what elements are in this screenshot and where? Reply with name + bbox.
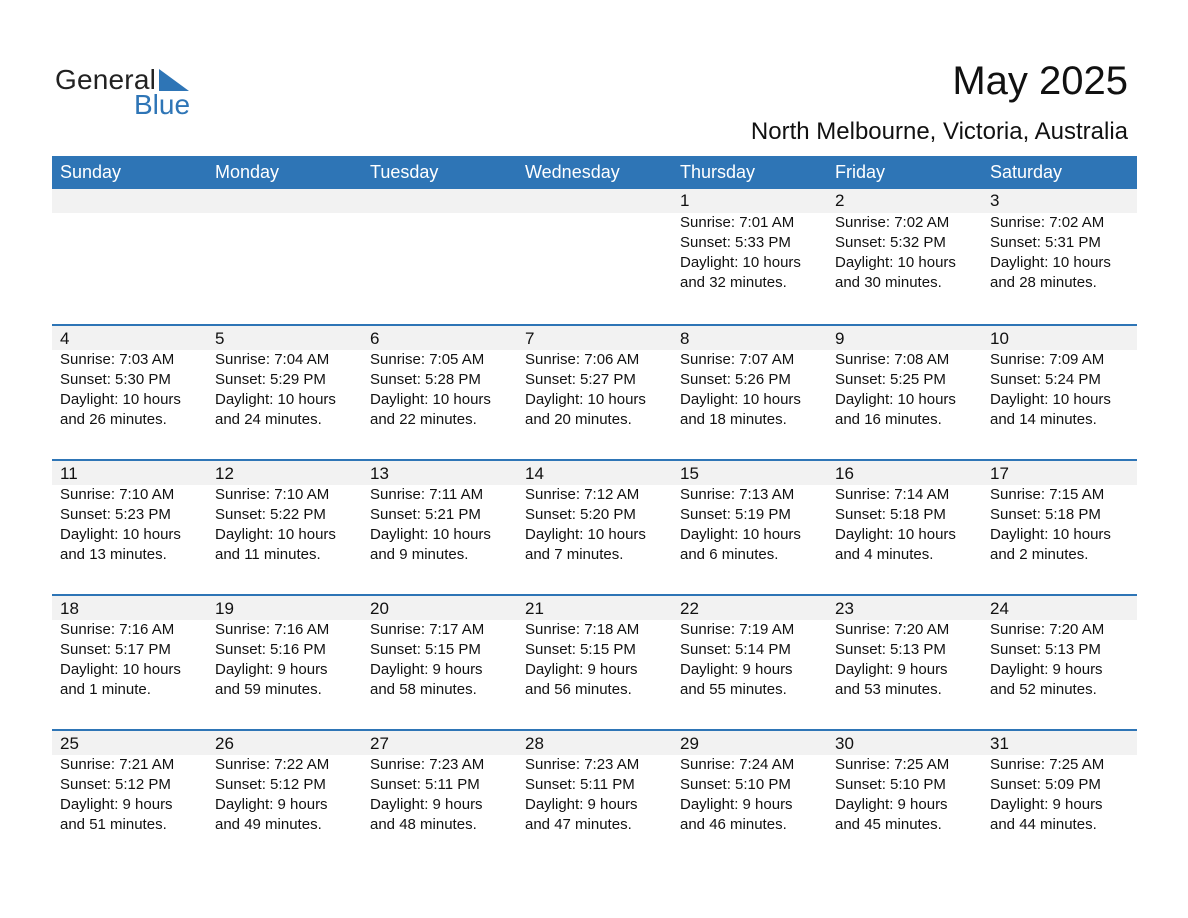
day-number: 22	[680, 599, 699, 618]
daylight-text: Daylight: 10 hours	[990, 254, 1111, 271]
daylight-minutes-text: and 53 minutes.	[835, 681, 942, 698]
sunrise-text: Sunrise: 7:07 AM	[680, 351, 795, 368]
sunrise-text: Sunrise: 7:20 AM	[990, 621, 1105, 638]
sunrise-text: Sunrise: 7:25 AM	[990, 756, 1105, 773]
daylight-text: Daylight: 10 hours	[525, 391, 646, 408]
daylight-minutes-text: and 47 minutes.	[525, 816, 632, 833]
daylight-text: Daylight: 10 hours	[835, 254, 956, 271]
daylight-minutes-text: and 51 minutes.	[60, 816, 167, 833]
weekday-header: Friday	[835, 162, 886, 182]
sunset-text: Sunset: 5:18 PM	[835, 506, 946, 523]
sunrise-text: Sunrise: 7:11 AM	[370, 486, 484, 503]
daylight-text: Daylight: 9 hours	[680, 661, 793, 678]
sunset-text: Sunset: 5:17 PM	[60, 641, 171, 658]
weekday-header: Saturday	[990, 162, 1063, 182]
day-number: 1	[680, 191, 690, 210]
sunset-text: Sunset: 5:11 PM	[525, 776, 635, 793]
sunrise-text: Sunrise: 7:04 AM	[215, 351, 330, 368]
sunset-text: Sunset: 5:32 PM	[835, 234, 946, 251]
weekday-header: Sunday	[60, 162, 122, 182]
sunrise-text: Sunrise: 7:16 AM	[60, 621, 175, 638]
day-cell	[52, 461, 207, 565]
day-number: 6	[370, 329, 380, 348]
day-number: 26	[215, 734, 234, 753]
daylight-text: Daylight: 9 hours	[835, 796, 948, 813]
sunset-text: Sunset: 5:12 PM	[215, 776, 326, 793]
daylight-minutes-text: and 49 minutes.	[215, 816, 322, 833]
day-number: 12	[215, 464, 234, 483]
daylight-minutes-text: and 7 minutes.	[525, 546, 624, 563]
sunrise-text: Sunrise: 7:18 AM	[525, 621, 640, 638]
daylight-minutes-text: and 52 minutes.	[990, 681, 1097, 698]
empty-day-cell	[517, 189, 672, 293]
daylight-minutes-text: and 20 minutes.	[525, 411, 632, 428]
day-cell	[517, 731, 672, 835]
daylight-text: Daylight: 10 hours	[680, 526, 801, 543]
daylight-text: Daylight: 9 hours	[525, 796, 638, 813]
weekday-header: Tuesday	[370, 162, 439, 182]
sunset-text: Sunset: 5:13 PM	[835, 641, 946, 658]
sunset-text: Sunset: 5:29 PM	[215, 371, 326, 388]
page-title: May 2025	[952, 59, 1128, 103]
week-days	[52, 189, 1137, 293]
empty-day-cell	[362, 189, 517, 293]
day-cell	[827, 731, 982, 835]
sunset-text: Sunset: 5:10 PM	[680, 776, 791, 793]
day-number: 9	[835, 329, 845, 348]
daylight-minutes-text: and 26 minutes.	[60, 411, 167, 428]
sunrise-text: Sunrise: 7:10 AM	[215, 486, 330, 503]
daylight-text: Daylight: 10 hours	[990, 526, 1111, 543]
day-number: 13	[370, 464, 389, 483]
daylight-minutes-text: and 11 minutes.	[215, 546, 321, 563]
day-cell	[52, 731, 207, 835]
daylight-text: Daylight: 9 hours	[370, 796, 483, 813]
daylight-text: Daylight: 9 hours	[990, 796, 1103, 813]
day-number: 2	[835, 191, 845, 210]
daylight-minutes-text: and 55 minutes.	[680, 681, 787, 698]
weekday-header: Thursday	[680, 162, 756, 182]
daylight-minutes-text: and 46 minutes.	[680, 816, 787, 833]
day-cell	[672, 596, 827, 700]
day-number: 5	[215, 329, 225, 348]
sunset-text: Sunset: 5:19 PM	[680, 506, 791, 523]
week-row	[52, 459, 1137, 594]
daylight-minutes-text: and 16 minutes.	[835, 411, 942, 428]
sunrise-text: Sunrise: 7:21 AM	[60, 756, 175, 773]
sunrise-text: Sunrise: 7:20 AM	[835, 621, 950, 638]
daylight-text: Daylight: 10 hours	[680, 391, 801, 408]
sunset-text: Sunset: 5:21 PM	[370, 506, 481, 523]
day-number: 20	[370, 599, 389, 618]
day-cell	[672, 189, 827, 293]
daylight-minutes-text: and 9 minutes.	[370, 546, 469, 563]
sunrise-text: Sunrise: 7:09 AM	[990, 351, 1105, 368]
sunrise-text: Sunrise: 7:14 AM	[835, 486, 950, 503]
day-cell	[982, 326, 1137, 430]
logo-triangle-icon	[159, 69, 189, 91]
daylight-minutes-text: and 58 minutes.	[370, 681, 477, 698]
day-number: 31	[990, 734, 1009, 753]
weekday-header: Wednesday	[525, 162, 620, 182]
daylight-text: Daylight: 9 hours	[990, 661, 1103, 678]
week-days	[52, 326, 1137, 430]
sunrise-text: Sunrise: 7:02 AM	[990, 214, 1105, 231]
daylight-text: Daylight: 9 hours	[835, 661, 948, 678]
day-number: 8	[680, 329, 690, 348]
sunrise-text: Sunrise: 7:03 AM	[60, 351, 175, 368]
day-number: 18	[60, 599, 79, 618]
day-cell	[362, 731, 517, 835]
sunset-text: Sunset: 5:26 PM	[680, 371, 791, 388]
calendar-grid	[52, 156, 1137, 864]
day-number: 7	[525, 329, 535, 348]
day-number: 14	[525, 464, 544, 483]
empty-day-number	[60, 189, 207, 213]
sunset-text: Sunset: 5:23 PM	[60, 506, 171, 523]
sunrise-text: Sunrise: 7:17 AM	[370, 621, 485, 638]
generalblue-logo	[55, 64, 205, 120]
day-cell	[672, 731, 827, 835]
daylight-text: Daylight: 10 hours	[60, 391, 181, 408]
sunrise-text: Sunrise: 7:05 AM	[370, 351, 485, 368]
daylight-minutes-text: and 30 minutes.	[835, 274, 942, 291]
daylight-text: Daylight: 10 hours	[60, 526, 181, 543]
daylight-text: Daylight: 10 hours	[60, 661, 181, 678]
day-number: 23	[835, 599, 854, 618]
weekday-header: Monday	[215, 162, 280, 182]
sunset-text: Sunset: 5:30 PM	[60, 371, 171, 388]
daylight-text: Daylight: 10 hours	[370, 391, 491, 408]
day-number: 11	[60, 464, 78, 483]
daylight-minutes-text: and 32 minutes.	[680, 274, 787, 291]
day-cell	[982, 189, 1137, 293]
day-number: 25	[60, 734, 79, 753]
day-cell	[827, 596, 982, 700]
sunset-text: Sunset: 5:16 PM	[215, 641, 326, 658]
day-cell	[672, 326, 827, 430]
day-cell	[827, 461, 982, 565]
sunrise-text: Sunrise: 7:22 AM	[215, 756, 330, 773]
day-number: 29	[680, 734, 699, 753]
daylight-text: Daylight: 10 hours	[680, 254, 801, 271]
sunrise-text: Sunrise: 7:23 AM	[370, 756, 485, 773]
day-cell	[827, 189, 982, 293]
day-cell	[362, 326, 517, 430]
daylight-minutes-text: and 28 minutes.	[990, 274, 1097, 291]
sunset-text: Sunset: 5:22 PM	[215, 506, 326, 523]
daylight-minutes-text: and 45 minutes.	[835, 816, 942, 833]
week-row	[52, 729, 1137, 864]
empty-day-number	[370, 189, 517, 213]
week-row	[52, 324, 1137, 459]
empty-day-number	[525, 189, 672, 213]
day-cell	[982, 461, 1137, 565]
empty-day-number	[215, 189, 362, 213]
daylight-minutes-text: and 4 minutes.	[835, 546, 934, 563]
day-number: 15	[680, 464, 699, 483]
sunset-text: Sunset: 5:27 PM	[525, 371, 636, 388]
daylight-minutes-text: and 6 minutes.	[680, 546, 779, 563]
sunset-text: Sunset: 5:10 PM	[835, 776, 946, 793]
sunrise-text: Sunrise: 7:13 AM	[680, 486, 795, 503]
day-cell	[52, 326, 207, 430]
daylight-minutes-text: and 18 minutes.	[680, 411, 787, 428]
sunset-text: Sunset: 5:31 PM	[990, 234, 1101, 251]
week-row	[52, 189, 1137, 324]
sunrise-text: Sunrise: 7:24 AM	[680, 756, 795, 773]
sunrise-text: Sunrise: 7:06 AM	[525, 351, 640, 368]
sunrise-text: Sunrise: 7:25 AM	[835, 756, 950, 773]
week-row	[52, 594, 1137, 729]
daylight-minutes-text: and 1 minute.	[60, 681, 151, 698]
sunset-text: Sunset: 5:24 PM	[990, 371, 1101, 388]
day-cell	[982, 731, 1137, 835]
daylight-minutes-text: and 22 minutes.	[370, 411, 477, 428]
week-days	[52, 461, 1137, 565]
location-subtitle: North Melbourne, Victoria, Australia	[750, 118, 1128, 145]
day-number: 4	[60, 329, 70, 348]
day-number: 30	[835, 734, 854, 753]
week-days	[52, 731, 1137, 835]
sunset-text: Sunset: 5:18 PM	[990, 506, 1101, 523]
sunset-text: Sunset: 5:15 PM	[370, 641, 481, 658]
sunset-text: Sunset: 5:28 PM	[370, 371, 481, 388]
sunset-text: Sunset: 5:15 PM	[525, 641, 636, 658]
daylight-text: Daylight: 10 hours	[370, 526, 491, 543]
day-number: 16	[835, 464, 854, 483]
day-cell	[362, 461, 517, 565]
daylight-minutes-text: and 2 minutes.	[990, 546, 1089, 563]
sunrise-text: Sunrise: 7:15 AM	[990, 486, 1105, 503]
sunrise-text: Sunrise: 7:10 AM	[60, 486, 175, 503]
calendar-weeks	[52, 189, 1137, 864]
day-cell	[517, 461, 672, 565]
day-cell	[517, 326, 672, 430]
sunrise-text: Sunrise: 7:16 AM	[215, 621, 330, 638]
day-cell	[52, 596, 207, 700]
sunset-text: Sunset: 5:11 PM	[370, 776, 480, 793]
daylight-text: Daylight: 10 hours	[215, 526, 336, 543]
sunset-text: Sunset: 5:13 PM	[990, 641, 1101, 658]
sunset-text: Sunset: 5:14 PM	[680, 641, 791, 658]
daylight-text: Daylight: 9 hours	[215, 661, 328, 678]
sunrise-text: Sunrise: 7:19 AM	[680, 621, 795, 638]
day-cell	[362, 596, 517, 700]
sunset-text: Sunset: 5:20 PM	[525, 506, 636, 523]
sunrise-text: Sunrise: 7:23 AM	[525, 756, 640, 773]
daylight-text: Daylight: 10 hours	[835, 391, 956, 408]
daylight-minutes-text: and 48 minutes.	[370, 816, 477, 833]
daylight-text: Daylight: 10 hours	[835, 526, 956, 543]
empty-day-cell	[52, 189, 207, 293]
sunrise-text: Sunrise: 7:08 AM	[835, 351, 950, 368]
daylight-text: Daylight: 9 hours	[215, 796, 328, 813]
day-cell	[982, 596, 1137, 700]
sunset-text: Sunset: 5:09 PM	[990, 776, 1101, 793]
sunrise-text: Sunrise: 7:02 AM	[835, 214, 950, 231]
daylight-minutes-text: and 44 minutes.	[990, 816, 1097, 833]
week-days	[52, 596, 1137, 700]
day-number: 17	[990, 464, 1009, 483]
day-number: 24	[990, 599, 1009, 618]
day-number: 10	[990, 329, 1009, 348]
daylight-minutes-text: and 24 minutes.	[215, 411, 322, 428]
day-cell	[207, 596, 362, 700]
logo-text-general: General	[55, 64, 157, 95]
day-number: 21	[525, 599, 544, 618]
sunrise-text: Sunrise: 7:01 AM	[680, 214, 795, 231]
day-number: 3	[990, 191, 1000, 210]
day-number: 27	[370, 734, 389, 753]
sunset-text: Sunset: 5:33 PM	[680, 234, 791, 251]
sunrise-text: Sunrise: 7:12 AM	[525, 486, 640, 503]
sunset-text: Sunset: 5:25 PM	[835, 371, 946, 388]
daylight-minutes-text: and 14 minutes.	[990, 411, 1097, 428]
daylight-minutes-text: and 59 minutes.	[215, 681, 322, 698]
empty-day-cell	[207, 189, 362, 293]
daylight-text: Daylight: 10 hours	[525, 526, 646, 543]
day-cell	[207, 461, 362, 565]
daylight-minutes-text: and 13 minutes.	[60, 546, 167, 563]
daylight-text: Daylight: 10 hours	[990, 391, 1111, 408]
day-cell	[207, 731, 362, 835]
weekday-header-row	[52, 156, 1137, 189]
sunset-text: Sunset: 5:12 PM	[60, 776, 171, 793]
day-cell	[207, 326, 362, 430]
daylight-text: Daylight: 10 hours	[215, 391, 336, 408]
day-cell	[827, 326, 982, 430]
daylight-text: Daylight: 9 hours	[370, 661, 483, 678]
daylight-text: Daylight: 9 hours	[680, 796, 793, 813]
day-number: 28	[525, 734, 544, 753]
daylight-text: Daylight: 9 hours	[525, 661, 638, 678]
day-cell	[517, 596, 672, 700]
daylight-text: Daylight: 9 hours	[60, 796, 173, 813]
day-number: 19	[215, 599, 234, 618]
logo-text-blue: Blue	[134, 89, 191, 120]
daylight-minutes-text: and 56 minutes.	[525, 681, 632, 698]
day-cell	[672, 461, 827, 565]
